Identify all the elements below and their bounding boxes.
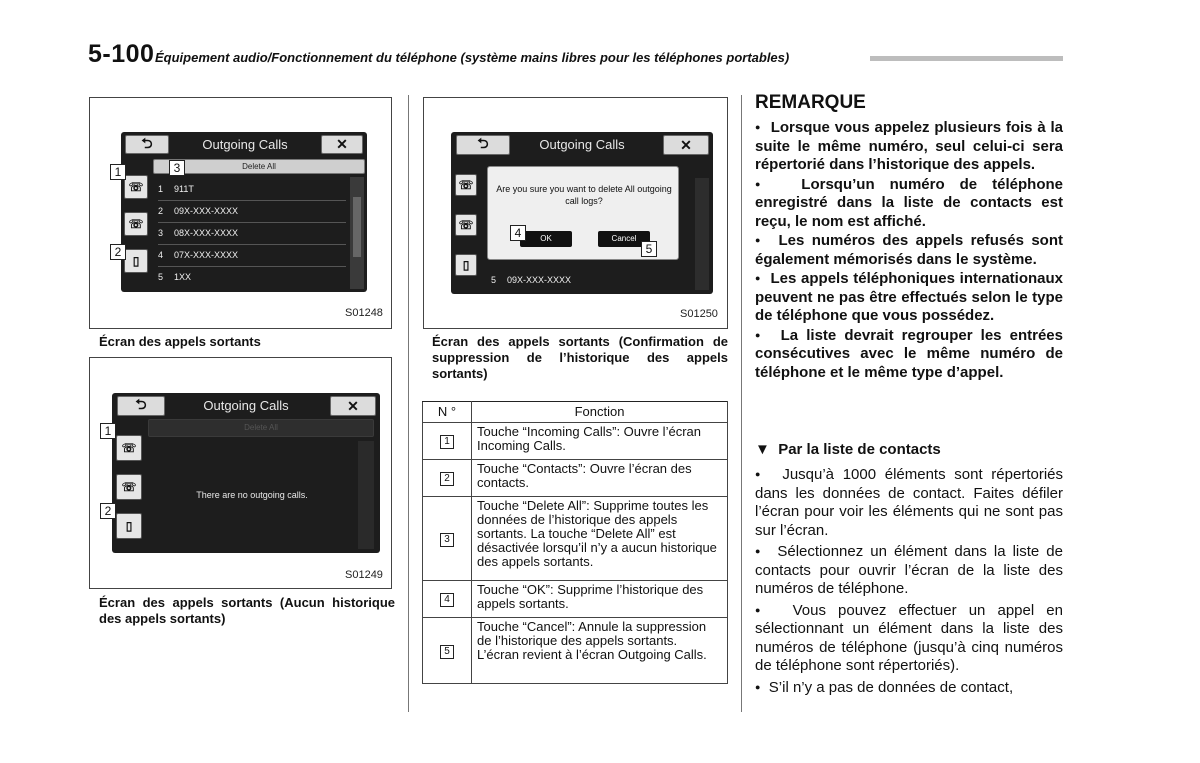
dialog-message: Are you sure you want to delete All outgoing call logs? <box>496 184 672 206</box>
column-divider-left <box>408 95 409 712</box>
phone-outgoing-icon: ☏ <box>458 218 474 232</box>
remarque-list <box>755 118 1063 382</box>
incoming-calls-button[interactable] <box>124 175 148 199</box>
phone-outgoing-icon: ☏ <box>128 217 144 231</box>
callout-1: 1 <box>110 164 126 180</box>
function-table <box>422 401 728 684</box>
call-list-item[interactable]: 5 09X-XXX-XXXX <box>491 275 572 285</box>
callout-1: 1 <box>100 423 116 439</box>
callout-5: 5 <box>641 241 657 257</box>
incoming-calls-button[interactable] <box>116 435 142 461</box>
back-icon: ⮌ <box>135 396 147 412</box>
figure-outgoing-calls <box>89 97 392 329</box>
table-row <box>423 423 728 460</box>
scrollbar <box>358 441 374 549</box>
empty-message: There are no outgoing calls. <box>196 490 308 500</box>
row-function: Touche “Cancel”: Annule la suppression de l’historique des appels sortants. L’écran revient à l’écran Outgoing Calls. <box>472 618 728 684</box>
screen-outgoing-calls <box>121 132 367 292</box>
ok-button[interactable]: OK <box>520 231 572 247</box>
remarque-item: ● Lorsque vous appelez plusieurs fois à la suite le même numéro, seul celui-ci sera répertorié dans l’historique des appels. <box>755 119 1063 173</box>
contacts-item: ● Vous pouvez effectuer un appel en sélectionnant un élément dans la liste des numéros de téléphone (jusqu’à cinq numéros de téléphone sont répertoriés). <box>755 601 1063 674</box>
figure-delete-confirmation <box>423 97 728 329</box>
screen-title: Outgoing Calls <box>202 137 288 152</box>
contacts-item: ● S’il n’y a pas de données de contact, <box>755 678 1014 696</box>
row-function: Touche “OK”: Supprime l’historique des appels sortants. <box>472 581 728 618</box>
outgoing-calls-button[interactable] <box>116 474 142 500</box>
contacts-list <box>755 465 1063 697</box>
back-button[interactable] <box>117 396 165 416</box>
phone-incoming-icon: ☏ <box>121 441 137 455</box>
phone-outgoing-icon: ☏ <box>121 480 137 494</box>
callout-2: 2 <box>110 244 126 260</box>
screen-delete-confirmation <box>451 132 713 294</box>
delete-all-button[interactable]: Delete All <box>153 159 365 174</box>
remarque-item: ● Lorsqu’un numéro de téléphone enregistré dans la liste de contacts est reçu, le nom est affiché. <box>755 175 1063 230</box>
row-function: Touche “Contacts”: Ouvre l’écran des contacts. <box>472 460 728 497</box>
row-number: 3 <box>440 533 454 547</box>
call-list-item[interactable]: 2 09X-XXX-XXXX <box>158 201 346 223</box>
figure-code: S01248 <box>345 307 383 319</box>
phone-incoming-icon: ☏ <box>128 180 144 194</box>
remarque-heading: REMARQUE <box>755 92 866 113</box>
table-header-function: Fonction <box>472 402 728 423</box>
page-number: 5-100 <box>88 40 155 68</box>
column-divider-right <box>741 95 742 712</box>
table-row <box>423 581 728 618</box>
table-row <box>423 497 728 581</box>
row-number: 1 <box>440 435 454 449</box>
table-header-num: N ° <box>423 402 472 423</box>
figure-caption: Écran des appels sortants <box>99 334 261 349</box>
close-button[interactable] <box>321 135 363 154</box>
scrollbar <box>695 178 709 290</box>
triangle-down-icon: ▼ <box>755 441 770 458</box>
remarque-item: ● La liste devrait regrouper les entrées consécutives avec le même numéro de téléphone et le même type d’appel. <box>755 326 1063 381</box>
contacts-item: ● Sélectionnez un élément dans la liste de contacts pour ouvrir l’écran de la liste des numéros de téléphone. <box>755 543 1063 597</box>
cancel-button[interactable]: Cancel <box>598 231 650 247</box>
contacts-button[interactable] <box>455 254 477 276</box>
outgoing-calls-button[interactable] <box>455 214 477 236</box>
callout-3: 3 <box>169 160 185 176</box>
row-number: 2 <box>440 472 454 486</box>
remarque-item: ● Les appels téléphoniques internationaux peuvent ne pas être effectués selon le type de téléphone que vous possédez. <box>755 270 1064 324</box>
back-button[interactable] <box>456 135 510 155</box>
back-icon: ⮌ <box>477 135 489 151</box>
contacts-button[interactable] <box>116 513 142 539</box>
mobile-phone-icon: ▯ <box>132 254 140 268</box>
back-icon: ⮌ <box>141 134 153 151</box>
row-function: Touche “Incoming Calls”: Ouvre l’écran Incoming Calls. <box>472 423 728 460</box>
section-title: Équipement audio/Fonctionnement du téléphone (système mains libres pour les téléphones portables) <box>155 50 790 65</box>
outgoing-calls-button[interactable] <box>124 212 148 236</box>
call-list-item[interactable]: 1 911T <box>158 179 346 201</box>
table-row <box>423 618 728 684</box>
close-icon: ✕ <box>336 136 348 152</box>
row-number: 5 <box>440 645 454 659</box>
delete-all-button-disabled: Delete All <box>148 419 374 437</box>
figure-code: S01249 <box>345 569 383 581</box>
mobile-phone-icon: ▯ <box>462 258 470 272</box>
figure-caption: Écran des appels sortants (Confirmation de suppression de l’historique des appels sortants) <box>432 334 728 381</box>
header-rule <box>870 56 1063 61</box>
mobile-phone-icon: ▯ <box>125 519 133 533</box>
contacts-heading: ▼ Par la liste de contacts <box>755 441 941 458</box>
call-list-item[interactable]: 3 08X-XXX-XXXX <box>158 223 346 245</box>
phone-incoming-icon: ☏ <box>458 178 474 192</box>
row-number: 4 <box>440 593 454 607</box>
callout-2: 2 <box>100 503 116 519</box>
close-button[interactable] <box>330 396 376 416</box>
table-row <box>423 460 728 497</box>
close-icon: ✕ <box>347 397 359 414</box>
screen-title: Outgoing Calls <box>203 398 289 413</box>
screen-no-outgoing-calls <box>112 393 380 553</box>
call-list-item[interactable]: 4 07X-XXX-XXXX <box>158 245 346 267</box>
figure-no-outgoing-calls <box>89 357 392 589</box>
remarque-item: ● Les numéros des appels refusés sont également mémorisés dans le système. <box>755 232 1063 268</box>
call-list-item[interactable]: 5 1XX <box>158 272 192 282</box>
close-button[interactable] <box>663 135 709 155</box>
contacts-item: ● Jusqu’à 1000 éléments sont répertoriés dans les données de contact. Faites défiler l’écran pour voir les éléments qui ne sont pas sur l’écran. <box>755 466 1064 539</box>
row-function: Touche “Delete All”: Supprime toutes les données de l’historique des appels sortants. La touche “Delete All” est désactivée lorsqu’il n’y a aucun historique des appels sortants. <box>472 497 728 581</box>
figure-caption: Écran des appels sortants (Aucun historique des appels sortants) <box>99 595 395 626</box>
scrollbar[interactable] <box>350 177 364 289</box>
back-button[interactable] <box>125 135 169 154</box>
screen-title: Outgoing Calls <box>539 137 625 152</box>
close-icon: ✕ <box>680 136 692 153</box>
incoming-calls-button[interactable] <box>455 174 477 196</box>
callout-4: 4 <box>510 225 526 241</box>
figure-code: S01250 <box>680 308 718 320</box>
contacts-button[interactable] <box>124 249 148 273</box>
